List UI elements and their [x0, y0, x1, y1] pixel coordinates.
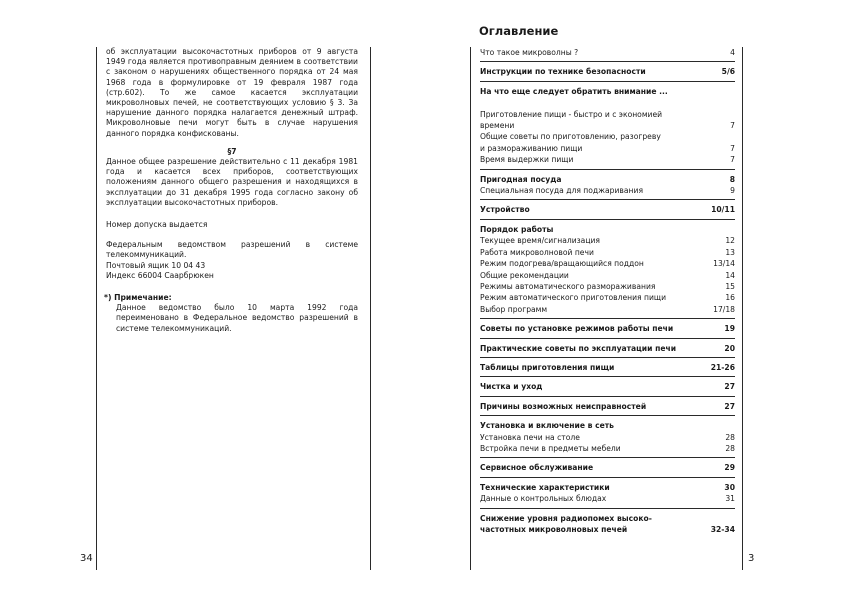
pobox-line: Почтовый ящик 10 04 43 — [106, 260, 206, 270]
toc-entry-page: 5/6 — [721, 67, 735, 77]
toc-heading-row — [480, 174, 735, 185]
toc-heading-row — [480, 513, 735, 524]
toc-entry-row — [480, 304, 735, 315]
toc-entry-title: Приготовление пищи - быстро и с экономией — [480, 109, 663, 119]
toc-entry-row — [480, 281, 735, 292]
toc-entry-page: 17/18 — [713, 304, 735, 314]
toc-divider — [480, 169, 735, 170]
permit-line: Номер допуска выдается — [106, 220, 208, 230]
toc-group — [480, 482, 735, 505]
toc-divider — [480, 219, 735, 220]
toc-entry-title: Общие советы по приготовлению, разогреву — [480, 132, 661, 142]
toc-entry-row — [480, 443, 735, 454]
toc-entry-page: 15 — [725, 281, 735, 291]
toc-entry-row — [480, 247, 735, 258]
toc-entry-page: 12 — [725, 236, 735, 246]
left-page-margin-rule — [96, 47, 97, 570]
toc-entry-page: 21-26 — [710, 362, 735, 372]
toc-entry-row — [480, 292, 735, 303]
toc-entry-title: частотных микроволновых печей — [480, 525, 628, 534]
toc-divider — [480, 81, 735, 82]
toc-entry-row — [480, 131, 735, 142]
toc-heading-row — [480, 381, 735, 392]
toc-entry-page: 7 — [730, 143, 735, 153]
toc-group — [480, 381, 735, 392]
toc-entry-page: 28 — [725, 443, 735, 453]
toc-entry-row — [480, 120, 735, 131]
toc-entry-title: Режим подогрева/вращающийся поддон — [480, 259, 644, 269]
toc-entry-row — [480, 143, 735, 154]
toc-entry-title: Чистка и уход — [480, 382, 543, 392]
toc-entry-row — [480, 154, 735, 165]
toc-group — [480, 224, 735, 315]
toc-entry-page: 7 — [730, 121, 735, 131]
toc-entry-title: Инструкции по технике безопасности — [480, 67, 646, 77]
right-page-fold-rule — [470, 47, 471, 570]
toc-entry-title: Пригодная посуда — [480, 174, 562, 184]
toc-entry-row — [480, 97, 735, 108]
toc-entry-page: 14 — [725, 270, 735, 280]
toc-heading-row — [480, 524, 735, 535]
toc-entry-title: Данные о контрольных блюдах — [480, 494, 607, 504]
toc-entry-page: 27 — [724, 382, 735, 392]
toc-entry-title: Устройство — [480, 205, 530, 215]
toc-heading-row — [480, 66, 735, 77]
toc-title: Оглавление — [479, 24, 559, 38]
toc-heading-row — [480, 323, 735, 334]
authority-line: Федеральным ведомством разрешений в системе телекоммуникаций. — [106, 240, 358, 260]
toc-heading-row — [480, 362, 735, 373]
table-of-contents — [480, 47, 735, 535]
toc-entry-page: 7 — [730, 155, 735, 165]
toc-divider — [480, 508, 735, 509]
toc-entry-row — [480, 47, 735, 58]
toc-entry-page: 4 — [730, 48, 735, 57]
toc-entry-title: Режимы автоматического размораживания — [480, 281, 656, 291]
toc-entry-row — [480, 109, 735, 120]
toc-divider — [480, 457, 735, 458]
toc-entry-page: 9 — [730, 186, 735, 196]
toc-heading-row — [480, 401, 735, 412]
toc-entry-title: Порядок работы — [480, 224, 554, 234]
toc-group — [480, 462, 735, 473]
toc-entry-title: времени — [480, 121, 515, 131]
toc-group — [480, 174, 735, 197]
toc-entry-title: Что такое микроволны ? — [480, 48, 579, 57]
toc-entry-title: Режим автоматического приготовления пищи — [480, 293, 667, 303]
toc-divider — [480, 357, 735, 358]
toc-entry-page: 13/14 — [713, 259, 735, 269]
toc-entry-title: Советы по установке режимов работы печи — [480, 324, 674, 334]
toc-entry-title: Выбор программ — [480, 304, 548, 314]
toc-entry-title: и размораживанию пищи — [480, 143, 583, 153]
toc-entry-page: 31 — [725, 494, 735, 504]
toc-divider — [480, 376, 735, 377]
toc-group — [480, 401, 735, 412]
left-page-body — [106, 47, 358, 334]
index-line: Индекс 66004 Саарбрюкен — [106, 270, 214, 280]
toc-entry-title: Таблицы приготовления пищи — [480, 362, 615, 372]
toc-entry-row — [480, 432, 735, 443]
toc-entry-page: 27 — [724, 401, 735, 411]
footnote — [106, 293, 358, 334]
toc-group — [480, 47, 735, 58]
toc-entry-title: Установка печи на столе — [480, 432, 580, 442]
toc-divider — [480, 318, 735, 319]
left-page-fold-rule — [370, 47, 371, 570]
toc-divider — [480, 199, 735, 200]
toc-entry-page: 20 — [724, 343, 735, 353]
right-page-margin-rule — [742, 47, 743, 570]
toc-heading-row — [480, 482, 735, 493]
toc-entry-page: 16 — [725, 293, 735, 303]
toc-entry-page: 10/11 — [711, 205, 735, 215]
toc-entry-row — [480, 270, 735, 281]
left-page-number: 34 — [80, 553, 93, 564]
toc-heading-row — [480, 420, 735, 431]
toc-entry-title: Встройка печи в предметы мебели — [480, 443, 621, 453]
toc-entry-title — [480, 97, 709, 108]
toc-group — [480, 362, 735, 373]
right-page-number: 3 — [748, 553, 755, 564]
footnote-heading: *) Примечание: — [104, 293, 172, 303]
toc-group — [480, 420, 735, 454]
toc-heading-row — [480, 462, 735, 473]
toc-divider — [480, 477, 735, 478]
toc-heading-row — [480, 86, 735, 97]
toc-entry-row — [480, 235, 735, 246]
toc-divider — [480, 61, 735, 62]
toc-entry-title: На что еще следует обратить внимание ... — [480, 86, 668, 96]
toc-entry-page: 30 — [724, 482, 735, 492]
toc-entry-row — [480, 258, 735, 269]
toc-entry-title: Установка и включение в сеть — [480, 421, 614, 431]
toc-entry-page: 29 — [724, 463, 735, 473]
footnote-text: Данное ведомство было 10 марта 1992 года переименовано в Федеральное ведомство разрешений в системе телекоммуникаций. — [116, 303, 358, 333]
toc-entry-page: 19 — [724, 324, 735, 334]
toc-heading-row — [480, 204, 735, 215]
toc-entry-page: 32-34 — [710, 525, 735, 534]
toc-entry-title: Время выдержки пищи — [480, 155, 574, 165]
toc-group — [480, 343, 735, 354]
toc-entry-title: Причины возможных неисправностей — [480, 401, 647, 411]
paragraph-permit: Данное общее разрешение действительно с 11 декабря 1981 года и касается всех приборов, соответствующих положениям данного общего разрешения и находящихся в эксплуатации до 31 декабря 1995 года согласно закону об эксплуатации высокочастотных приборов. — [106, 157, 358, 207]
toc-entry-title: Работа микроволновой печи — [480, 247, 594, 257]
toc-entry-title: Сервисное обслуживание — [480, 463, 594, 473]
toc-entry-row — [480, 493, 735, 504]
toc-heading-row — [480, 224, 735, 235]
toc-entry-title: Текущее время/сигнализация — [480, 236, 600, 246]
toc-entry-title: Технические характеристики — [480, 482, 610, 492]
toc-group — [480, 66, 735, 77]
toc-group — [480, 323, 735, 334]
toc-group — [480, 513, 735, 536]
toc-entry-page: 13 — [725, 247, 735, 257]
toc-entry-row — [480, 185, 735, 196]
toc-group — [480, 204, 735, 215]
toc-entry-page: 8 — [729, 174, 735, 184]
toc-entry-title: Общие рекомендации — [480, 270, 569, 280]
toc-divider — [480, 415, 735, 416]
toc-divider — [480, 396, 735, 397]
toc-entry-page: 28 — [725, 432, 735, 442]
toc-entry-title: Снижение уровня радиопомех высоко- — [480, 513, 652, 523]
toc-heading-row — [480, 343, 735, 354]
paragraph-legal: об эксплуатации высокочастотных приборов от 9 августа 1949 года является противоправным деянием в соответствии с законом о нарушениях общественного порядка от 24 мая 1968 года в формулировке от 19 февраля 1987 года (стр.602). То же самое касается эксплуатации микроволновых печей, не соответствующих условию § 3. За нарушение данного порядка налагается денежный штраф. Микроволновые печи могут быть в случае нарушения данного порядка конфискованы. — [106, 47, 358, 138]
toc-entry-title: Специальная посуда для поджаривания — [480, 186, 644, 196]
section-heading: §7 — [227, 146, 237, 156]
toc-entry-title: Практические советы по эксплуатации печи — [480, 343, 677, 353]
toc-group — [480, 86, 735, 166]
toc-divider — [480, 338, 735, 339]
